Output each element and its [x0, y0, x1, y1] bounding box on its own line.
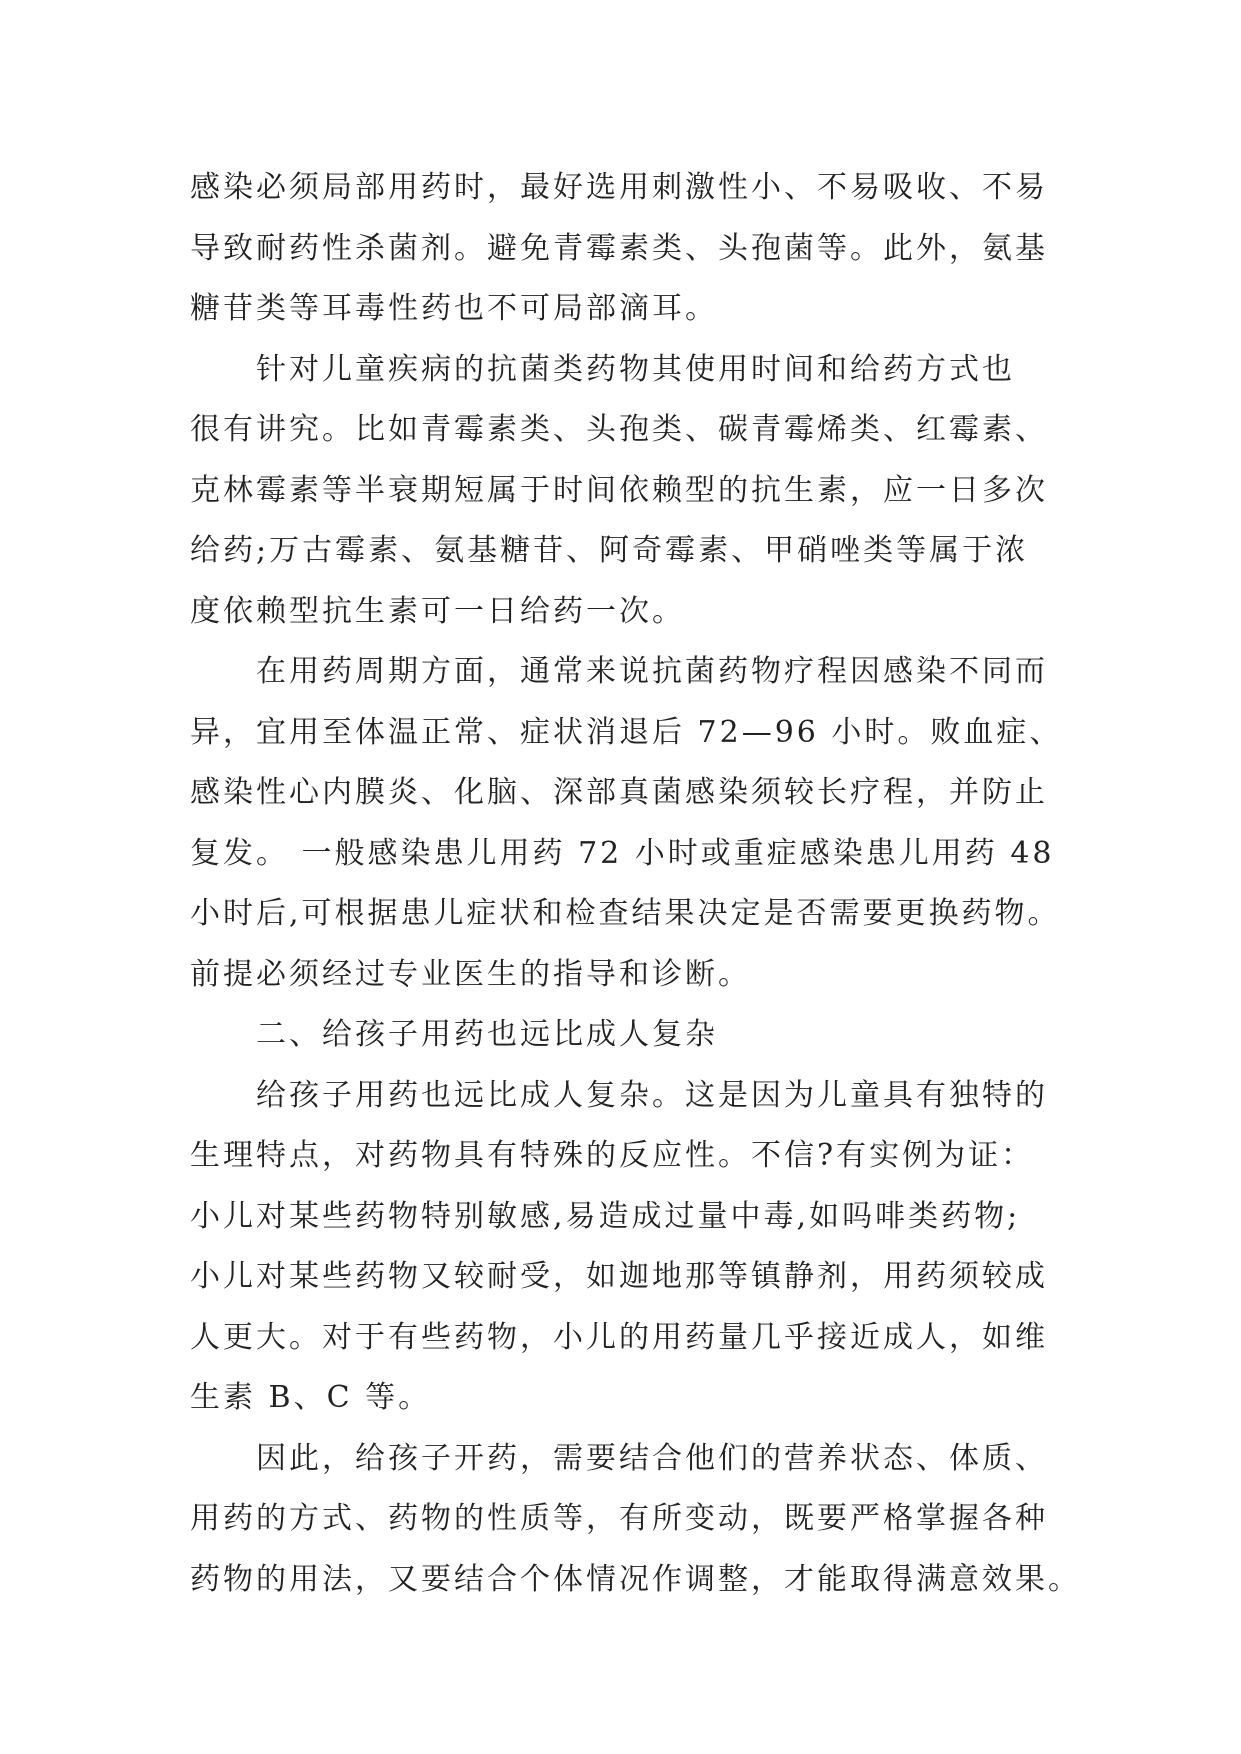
text-line: 针对儿童疾病的抗菌类药物其使用时间和给药方式也 — [256, 351, 1015, 387]
text-line: 小儿对某些药物特别敏感,易造成过量中毒,如吗啡类药物; — [190, 1198, 1021, 1234]
text-line: 小儿对某些药物又较耐受，如迦地那等镇静剂，用药须较成 — [190, 1259, 1048, 1294]
text-line: 克林霉素等半衰期短属于时间依赖型的抗生素，应一日多次 — [190, 472, 1048, 508]
text-line: 感染性心内膜炎、化脑、深部真菌感染须较长疗程，并防止 — [190, 775, 1048, 810]
document-body — [190, 158, 1081, 1610]
text-line: 小时后,可根据患儿症状和检查结果决定是否需要更换药物。 — [190, 896, 1061, 931]
text-line: 生理特点，对药物具有特殊的反应性。不信?有实例为证： — [190, 1138, 1035, 1173]
text-line: 感染必须局部用药时，最好选用刺激性小、不易吸收、不易 — [190, 170, 1048, 205]
text-line: 药物的用法，又要结合个体情况作调整，才能取得满意效果。 — [190, 1561, 1081, 1597]
text-line: 人更大。对于有些药物，小儿的用药量几乎接近成人，如维 — [190, 1319, 1048, 1355]
text-line: 异，宜用至体温正常、症状消退后 72—96 小时。败血症、 — [190, 714, 1063, 750]
text-line: 度依赖型抗生素可一日给药一次。 — [190, 593, 685, 629]
text-line: 因此，给孩子开药，需要结合他们的营养状态、体质、 — [256, 1440, 1048, 1476]
text-line: 在用药周期方面，通常来说抗菌药物疗程因感染不同而 — [256, 654, 1048, 689]
text-line: 前提必须经过专业医生的指导和诊断。 — [190, 956, 751, 992]
section-heading: 二、给孩子用药也远比成人复杂 — [256, 1017, 718, 1052]
text-line: 给药;万古霉素、氨基糖苷、阿奇霉素、甲硝唑类等属于浓 — [190, 533, 1029, 568]
text-line: 复发。 一般感染患儿用药 72 小时或重症感染患儿用药 48 — [190, 835, 1055, 871]
text-line: 很有讲究。比如青霉素类、头孢类、碳青霉烯类、红霉素、 — [190, 412, 1048, 447]
text-line: 糖苷类等耳毒性药也不可局部滴耳。 — [190, 291, 718, 326]
text-line: 生素 B、C 等。 — [190, 1380, 432, 1415]
text-line: 导致耐药性杀菌剂。避免青霉素类、头孢菌等。此外，氨基 — [190, 230, 1048, 266]
text-line: 给孩子用药也远比成人复杂。这是因为儿童具有独特的 — [256, 1077, 1048, 1113]
text-line: 用药的方式、药物的性质等，有所变动，既要严格掌握各种 — [190, 1501, 1048, 1536]
